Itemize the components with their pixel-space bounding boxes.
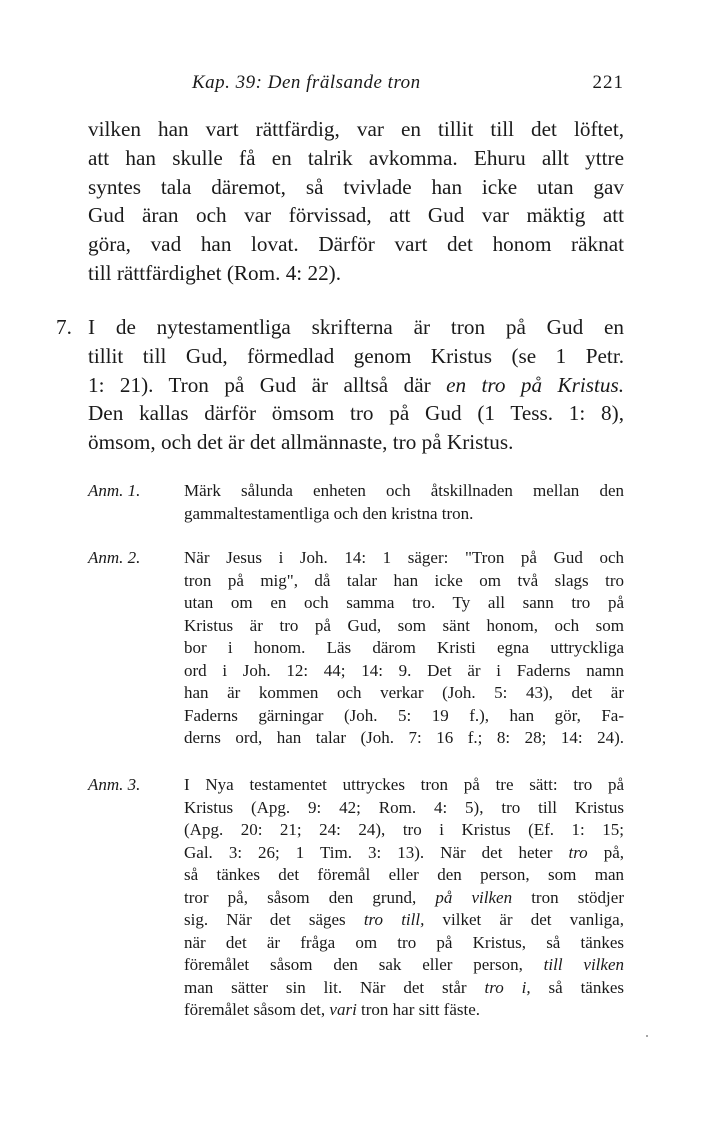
text-line: I Nya testamentet uttryckes tron på tre sätt: tro på	[184, 775, 624, 794]
page-header	[88, 70, 624, 100]
text-run: tror på, såsom den grund,	[184, 887, 436, 907]
text-line	[184, 977, 624, 1000]
text-line: utan om en och samma tro. Ty all sann tro på	[184, 593, 624, 612]
text-line	[88, 371, 624, 400]
text-line: Den kallas därför ömsom tro på Gud (1 Tess. 1: 8),	[88, 401, 624, 426]
text-line: när det är fråga om tro på Kristus, så tänkes	[184, 932, 624, 952]
text-line	[184, 842, 624, 865]
text-line	[184, 999, 624, 1022]
text-line: syntes tala däremot, så tvivlade han icke utan gav	[88, 174, 624, 199]
text-run: så tänkes	[530, 977, 625, 997]
text-line: göra, vad han lovat. Därför vart det honom räknat	[88, 232, 624, 257]
running-head: Kap. 39: Den frälsande tron	[192, 72, 421, 93]
text-run: man sätter sin lit. När det står	[184, 977, 485, 997]
text-line: till rättfärdighet (Rom. 4: 22).	[88, 260, 342, 285]
note-text	[184, 547, 624, 750]
text-line: Gud äran och var förvissad, att Gud var mäktig att	[88, 203, 624, 228]
text-line	[184, 887, 624, 910]
text-run: på,	[587, 842, 625, 862]
text-run: föremålet såsom den sak eller person,	[184, 955, 544, 974]
text-line: Faderns gärningar (Joh. 5: 19 f.), han gör, Fa-	[184, 705, 624, 725]
paragraph-continued	[88, 115, 624, 288]
text-run: sig. När det säges	[184, 910, 364, 929]
text-line: att han skulle få en talrik avkomma. Ehuru allt yttre	[88, 145, 624, 170]
emphasis: tro till,	[363, 910, 425, 929]
text-line: Märk sålunda enheten och åtskillnaden mellan den	[184, 481, 624, 500]
emphasis: vari	[329, 1000, 357, 1019]
emphasis: till vilken	[543, 955, 624, 974]
page-number: 221	[592, 72, 624, 93]
emphasis: tro i,	[484, 977, 531, 997]
text-line: vilken han vart rättfärdig, var en tillit till det löftet,	[88, 117, 624, 141]
emphasis: en tro på Kristus.	[446, 372, 625, 397]
text-line: När Jesus i Joh. 14: 1 säger: "Tron på Gud och	[184, 548, 624, 567]
text-run: tron stödjer	[512, 887, 624, 907]
note-text	[184, 480, 624, 525]
note-label: Anm. 2.	[88, 548, 141, 567]
text-line: bor i honom. Läs därom Kristi egna uttryckliga	[184, 638, 624, 657]
text-line: så tänkes det föremål eller den person, som man	[184, 865, 624, 884]
paragraph-7	[88, 313, 624, 457]
text-line: tron på mig", då talar han icke om två slags tro	[184, 570, 624, 590]
note-text	[184, 774, 624, 1022]
text-line: Kristus (Apg. 9: 42; Rom. 4: 5), tro till Kristus	[184, 797, 624, 817]
text-line: derns ord, han talar (Joh. 7: 16 f.; 8: 28; 14: 24).	[184, 728, 624, 747]
text-line	[184, 909, 624, 932]
note-label: Anm. 1.	[88, 481, 141, 500]
text-run: tron har sitt fäste.	[356, 1000, 481, 1019]
text-line: (Apg. 20: 21; 24: 24), tro i Kristus (Ef. 1: 15;	[184, 820, 624, 839]
note-label: Anm. 3.	[88, 775, 141, 794]
text-run: Gal. 3: 26; 1 Tim. 3: 13). När det heter	[184, 842, 569, 862]
text-line	[184, 954, 624, 977]
emphasis: tro	[568, 842, 588, 862]
text-run: föremålet såsom det,	[184, 1000, 330, 1019]
scan-speck	[646, 1035, 648, 1037]
text-line: I de nytestamentliga skrifterna är tron på Gud en	[88, 315, 624, 339]
text-run: vilket är det vanliga,	[424, 910, 624, 929]
text-run: 1: 21). Tron på Gud är alltså där	[88, 372, 447, 397]
text-line: han är kommen och verkar (Joh. 5: 43), det är	[184, 683, 624, 702]
paragraph-number: 7.	[56, 315, 72, 339]
text-line: ömsom, och det är det allmännaste, tro på Kristus.	[88, 430, 514, 455]
emphasis: på vilken	[435, 887, 513, 907]
text-line: gammaltestamentliga och den kristna tron.	[184, 503, 474, 523]
text-line: ord i Joh. 12: 44; 14: 9. Det är i Faderns namn	[184, 660, 624, 680]
text-line: Kristus är tro på Gud, som sänt honom, och som	[184, 615, 624, 635]
text-line: tillit till Gud, förmedlad genom Kristus (se 1 Petr.	[88, 343, 624, 368]
